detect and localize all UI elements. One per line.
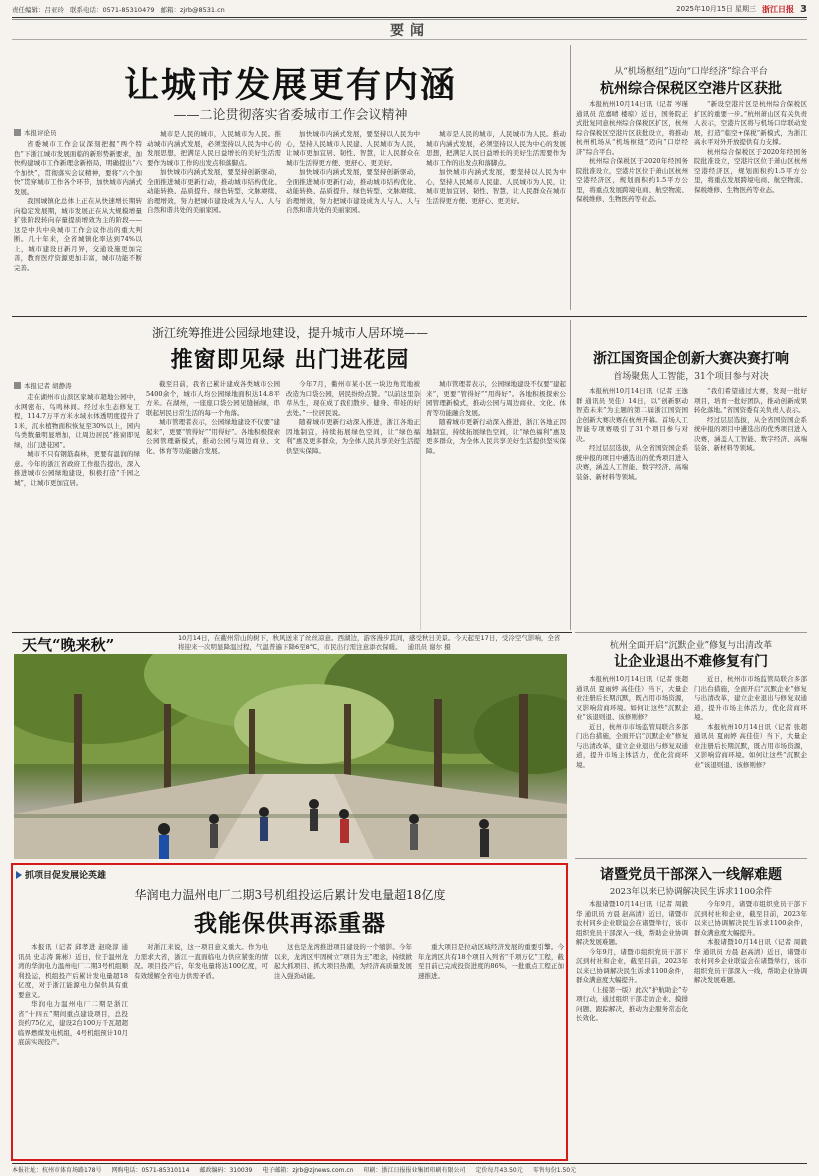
page-number: 3 <box>800 3 807 15</box>
power-paragraph: 本报讯（记者 邱孝进 赵晓淳 通讯员 史志涛 陈彬）近日，位于温州龙湾的华润电力温州电厂二期3号机组顺利投运，机组投产后累计发电量超18亿度，对于浙江能源电力保供具有重要意义。 <box>18 943 128 999</box>
weather-caption-text: 10月14日，在衢州常山的树下，秋风送来了丝丝凉意。西湖边，游客漫步其间，感受秋日美景。今天起至17日，受冷空气影响，全省将迎来一次明显降温过程，气温普遍下降6至8℃，市民出行需注意添衣保暖。 <box>178 634 561 651</box>
power-subtitle: 华润电力温州电厂二期3号机组投运后累计发电量超18亿度 <box>134 888 446 902</box>
power-paragraph: 重大项目是拉动区域经济发展的重要引擎。今年龙湾区共有18个项目入列省“千项万亿”工程，截至目前已完成投资进度的86%，一批重点工程正加速推进。 <box>418 943 564 980</box>
ecology-paragraph: 城市管理者表示，公园绿地建设不仅要“建起来”，更要“管得好”“用得好”。各地积极探索公园管理新模式，推动公园与周边商业、文化、体育等功能融合发展。 <box>146 418 280 455</box>
power-col-1 <box>18 943 128 1155</box>
lead-col-1 <box>14 140 142 310</box>
footer-retail: 零售每份1.50元 <box>532 1167 577 1174</box>
lead-col-3 <box>286 130 420 310</box>
square-bullet-icon <box>14 382 21 389</box>
airport-paragraph: 杭州综合保税区于2020年经国务院批准设立，空港片区位于萧山区杭州空港经济区，规划面积约1.5平方公里，将重点发展跨境电商、航空物流、保税维修、生物医药等业态。 <box>694 147 807 194</box>
contest-paragraph: 本报杭州10月14日讯（记者 王逸群 通讯员 吴佳）14日，以“创新驱动 智造未来”为主题的第二届浙江国资国企创新大赛决赛在杭州开幕。首场人工智能专项赛吸引了31个项目参与对决。 <box>576 387 688 443</box>
airport-paragraph: “新设空港片区是杭州综合保税区扩区的重要一步。”杭州萧山区有关负责人表示，空港片区将与机场口岸联动发展，打造“临空+保税”新模式，为浙江高水平对外开放提供有力支撑。 <box>694 100 807 146</box>
lead-byline <box>14 128 57 137</box>
ecology-paragraph: 随着城市更新行动深入推进，浙江各地正因地制宜，持续拓展绿色空间，让“绿色福利”惠及更多群众，为全体人民共享美好生活提供坚实保障。 <box>426 418 566 455</box>
editor-name: 责任编辑：吕亚玲 <box>12 5 64 14</box>
photo-credit: 通讯员 谢尔 摄 <box>407 643 451 651</box>
lead-paragraph: 城市是人民的城市，人民城市为人民。推动城市内涵式发展，必须坚持以人民为中心的发展思想，把满足人民日益增长的美好生活需要作为城市工作的出发点和落脚点。 <box>426 130 566 167</box>
contest-subtitle: 首场聚焦人工智能，31个项目参与对决 <box>613 372 769 382</box>
ecology-paragraph: 城市不只有钢筋森林，更要有温润的绿意。今年的浙江省政府工作报告提出，深入推进城市公园绿地建设，积极打造“千园之城”，让城市更加宜居。 <box>14 450 140 487</box>
cleanup-title: 让企业退出不难修复有门 <box>614 654 768 670</box>
contest-paragraph: 经过层层选拔，从全省国资国企系统申报的项目中遴选出的优秀项目进入决赛，涵盖人工智能、数字经济、高端装备、新材料等领域。 <box>694 415 807 452</box>
ecology-kicker: 浙江统筹推进公园绿地建设，提升城市人居环境—— <box>151 326 428 340</box>
power-paragraph: 华润电力温州电厂二期是浙江省“十四五”期间重点建设项目，总投资约75亿元，建设2台100万千瓦超超临界燃煤发电机组，4号机组预计10月底前实现投产。 <box>18 1000 128 1046</box>
zhuji-paragraph: 本报诸暨10月14日讯（记者 周毅华 通讯员 方晨 赵高清）近日，诸暨市农村同乡企业联谊会在诸暨举行，该市组织党员干部深入一线，帮助企业协调解决发展难题。 <box>576 900 688 946</box>
zhuji-title: 诸暨党员干部深入一线解难题 <box>600 867 782 883</box>
footer-price: 定价每月43.50元 <box>475 1167 523 1174</box>
weather-caption <box>178 634 566 652</box>
ecology-title: 推窗即见绿 出门进花园 <box>170 347 410 373</box>
lead-col-4 <box>426 130 566 310</box>
square-bullet-icon <box>14 129 21 136</box>
issue-date: 2025年10月15日 星期三 <box>676 5 757 13</box>
footer-postcode: 邮政编码：310039 <box>199 1167 253 1174</box>
lead-paragraph: 加快城市内涵式发展，要坚持以人民为中心，坚持人民城市人民建、人民城市为人民，让城市更加宜居、韧性、智慧，让人民群众在城市生活得更方便、更舒心、更美好。 <box>426 168 566 205</box>
lead-subtitle: ——二论贯彻落实省委城市工作会议精神 <box>173 108 408 123</box>
footer-printer: 印刷：浙江日报报业集团印刷有限公司 <box>363 1167 466 1174</box>
lead-paragraph: 加快城市内涵式发展，要坚持以人民为中心，坚持人民城市人民建、人民城市为人民，让城市更加宜居、韧性、智慧，让人民群众在城市生活得更方便、更舒心、更美好。 <box>286 130 420 167</box>
power-kicker <box>16 868 106 881</box>
weather-title: 天气“晚来秋” <box>22 636 115 654</box>
lead-paragraph: 加快城市内涵式发展，要坚持创新驱动，全面推进城市更新行动，推动城市结构优化、动能转换、品质提升、绿色转型、文脉赓续、治理增效，努力把城市建设成为人与人、人与自然和谐共处的美丽家园。 <box>286 168 420 214</box>
ecology-col-4 <box>426 380 566 628</box>
power-paragraph: 对浙江来说，这一项目意义重大。作为电力需求大省，浙江一直面临电力供应紧张的情况。项目投产后，年发电量将达100亿度，可有效缓解全省电力供需矛盾。 <box>134 943 268 980</box>
ecology-col-3 <box>286 380 420 628</box>
power-col-3 <box>274 943 412 1155</box>
header-rule <box>12 17 807 18</box>
lead-paragraph: 加快城市内涵式发展，要坚持创新驱动，全面推进城市更新行动，推动城市结构优化、动能转换、品质提升、绿色转型、文脉赓续、治理增效，努力把城市建设成为人与人、人与自然和谐共处的美丽家园。 <box>147 168 281 214</box>
ecology-paragraph: 城市管理者表示，公园绿地建设不仅要“建起来”，更要“管得好”“用得好”。各地积极探索公园管理新模式，推动公园与周边商业、文化、体育等功能融合发展。 <box>426 380 566 417</box>
cleanup-kicker: 杭州全面开启“沉默企业”修复与出清改革 <box>609 641 773 651</box>
airport-paragraph: 杭州综合保税区于2020年经国务院批准设立，空港片区位于萧山区杭州空港经济区，规划面积约1.5平方公里，将重点发展跨境电商、航空物流、保税维修、生物医药等业态。 <box>576 157 688 203</box>
airport-col-2 <box>694 100 807 312</box>
ecology-byline-text: 本报记者 胡静涛 <box>24 382 72 390</box>
masthead-logo: 浙江日报 <box>762 4 795 14</box>
lead-paragraph: 省委城市工作会议深刻把握“两个特色”下浙江城市发展面临的新形势新要求，加快构建城市工作新理念新格局，明确提出“六个加快”，贯彻落实会议精神，要将“六个加快”贯穿城市工作各个环节，加快城市内涵式发展。 <box>14 140 142 196</box>
contest-paragraph: 经过层层选拔，从全省国资国企系统申报的项目中遴选出的优秀项目进入决赛，涵盖人工智能、数字经济、高端装备、新材料等领域。 <box>576 444 688 481</box>
power-paragraph: 这也是龙湾推进项目建设的一个缩影。今年以来，龙湾区牢固树立“项目为王”理念，持续掀起大抓项目、抓大项目热潮，为经济高质量发展注入强劲动能。 <box>274 943 412 980</box>
ecology-paragraph: 今年7月，衢州市某小区一块边角荒地被改造为口袋公园，居民纷纷点赞。“以前这里杂草丛生，现在成了我们散步、健身、带娃的好去处。”一位居民说。 <box>286 380 420 417</box>
ecology-col-2 <box>146 380 280 628</box>
editor-phone: 联系电话：0571-85310479 <box>70 5 155 14</box>
weather-photo <box>14 654 567 859</box>
header-bar <box>12 2 807 16</box>
cleanup-paragraph: 本报杭州10月14日讯（记者 张超 通讯员 夏雨婷 高佳佳）当下，大量企业注册后长期沉默，既占用市场资源，又影响营商环境。如何让这些“沉默企业”该退则退、该修则修？ <box>576 675 688 721</box>
editor-email: 邮箱：zjrb@8531.cn <box>160 5 225 14</box>
cleanup-col-2 <box>694 675 807 855</box>
airport-col-1 <box>576 100 688 312</box>
lead-title: 让城市发展更有内涵 <box>123 65 457 106</box>
zhuji-col-2 <box>694 900 807 1158</box>
ecology-paragraph: 随着城市更新行动深入推进，浙江各地正因地制宜，持续拓展绿色空间，让“绿色福利”惠及更多群众，为全体人民共享美好生活提供坚实保障。 <box>286 418 420 455</box>
lead-byline-text: 本报评论员 <box>24 129 57 137</box>
cleanup-col-1 <box>576 675 688 855</box>
power-title: 我能保供再添重器 <box>194 910 386 937</box>
ecology-byline <box>14 381 72 390</box>
contest-paragraph: “我们希望通过大赛，发现一批好项目，培育一批好团队，推动创新成果转化落地。”省国资委有关负责人表示。 <box>694 387 807 414</box>
footer-address: 本报社址：杭州市体育场路178号 <box>12 1167 102 1174</box>
airport-paragraph: 本报杭州10月14日讯（记者 岑瑾 通讯员 范嘉晴 楼琼）近日，国务院正式批复同意杭州综合保税区扩区，杭州综合保税区空港片区获批设立，将推动杭州机场从“机场枢纽”迈向“口岸经济”综合平台。 <box>576 100 688 156</box>
triangle-marker-icon <box>16 871 22 879</box>
ecology-paragraph: 截至目前，我省已累计建成各类城市公园5400余个，城市人均公园绿地面积达14.8平方米。在湖州，一座座口袋公园见缝插绿，串联起居民日常生活的每一个角落。 <box>146 380 280 417</box>
ecology-paragraph: 走在湖州市山滨区家城市超地公园中，水网密布、鸟鸣林间。经过水生态修复工程，114.7万平方米水域水体透明度提升了1米，沉水植物面积恢复至30%以上，园内鸟类数量明显增加，让周边居民“推窗即见绿，出门进花园”。 <box>14 393 140 449</box>
lead-paragraph: 城市是人民的城市，人民城市为人民。推动城市内涵式发展，必须坚持以人民为中心的发展思想，把满足人民日益增长的美好生活需要作为城市工作的出发点和落脚点。 <box>147 130 281 167</box>
power-col-4 <box>418 943 564 1155</box>
contest-col-2 <box>694 387 807 625</box>
power-kicker-text: 抓项目促发展论英雄 <box>25 871 107 881</box>
lead-paragraph: 我国城镇化总体上正在从快速增长期转向稳定发展期，城市发展正在从大规模增量扩张阶段转向存量提质增效为主的阶段——这是中共中央城市工作会议作出的重大判断。几十年来，全省城镇化率达到74%以上，城市建设日新月异，交通设施更加完善，教育医疗资源更加丰富，城市功能不断完善。 <box>14 197 142 272</box>
lead-col-2 <box>147 130 281 310</box>
footer-phone: 网购电话：0571-85310114 <box>111 1167 190 1174</box>
contest-col-1 <box>576 387 688 625</box>
footer-bar <box>12 1165 807 1175</box>
cleanup-paragraph: 近日，杭州市市场监管局联合多部门出台措施，全面开启“沉默企业”修复与出清改革，建立企业退出与修复双通道，提升市场主体活力，优化营商环境。 <box>576 722 688 769</box>
airport-kicker: 从“机场枢纽”迈向“口岸经济”综合平台 <box>614 67 768 77</box>
power-col-2 <box>134 943 268 1155</box>
footer-email: 电子邮箱：zjrb@zjnews.com.cn <box>262 1167 354 1174</box>
section-title: 要闻 <box>390 23 430 39</box>
cleanup-paragraph: 本报杭州10月14日讯（记者 张超 通讯员 夏雨婷 高佳佳）当下，大量企业注册后长期沉默，既占用市场资源，又影响营商环境。如何让这些“沉默企业”该退则退、该修则修？ <box>694 722 807 769</box>
zhuji-subtitle: 2023年以来已协调解决民生诉求1100余件 <box>609 887 773 897</box>
cleanup-paragraph: 近日，杭州市市场监管局联合多部门出台措施，全面开启“沉默企业”修复与出清改革，建立企业退出与修复双通道，提升市场主体活力，优化营商环境。 <box>694 675 807 721</box>
airport-title: 杭州综合保税区空港片区获批 <box>600 81 782 97</box>
zhuji-paragraph: 今年9月，诸暨市组织党员干部下沉到村社和企业，截至目前，2023年以来已协调解决民生诉求1100余件，群众满意度大幅提升。 <box>576 947 688 984</box>
ecology-col-1 <box>14 393 140 628</box>
zhuji-col-1 <box>576 900 688 1158</box>
park-trees-image <box>14 654 567 859</box>
zhuji-continued-note: （上接第一版）此次“护航助企”专项行动，通过组织干部走访企业、摸排问题、跟踪解决，推动为企服务常态化长效化。 <box>576 985 688 1022</box>
contest-title: 浙江国资国企创新大赛决赛打响 <box>593 351 789 367</box>
zhuji-paragraph: 本报诸暨10月14日讯（记者 周毅华 通讯员 方晨 赵高清）近日，诸暨市农村同乡企业联谊会在诸暨举行，该市组织党员干部深入一线，帮助企业协调解决发展难题。 <box>694 938 807 984</box>
zhuji-paragraph: 今年9月，诸暨市组织党员干部下沉到村社和企业，截至目前，2023年以来已协调解决民生诉求1100余件，群众满意度大幅提升。 <box>694 900 807 937</box>
